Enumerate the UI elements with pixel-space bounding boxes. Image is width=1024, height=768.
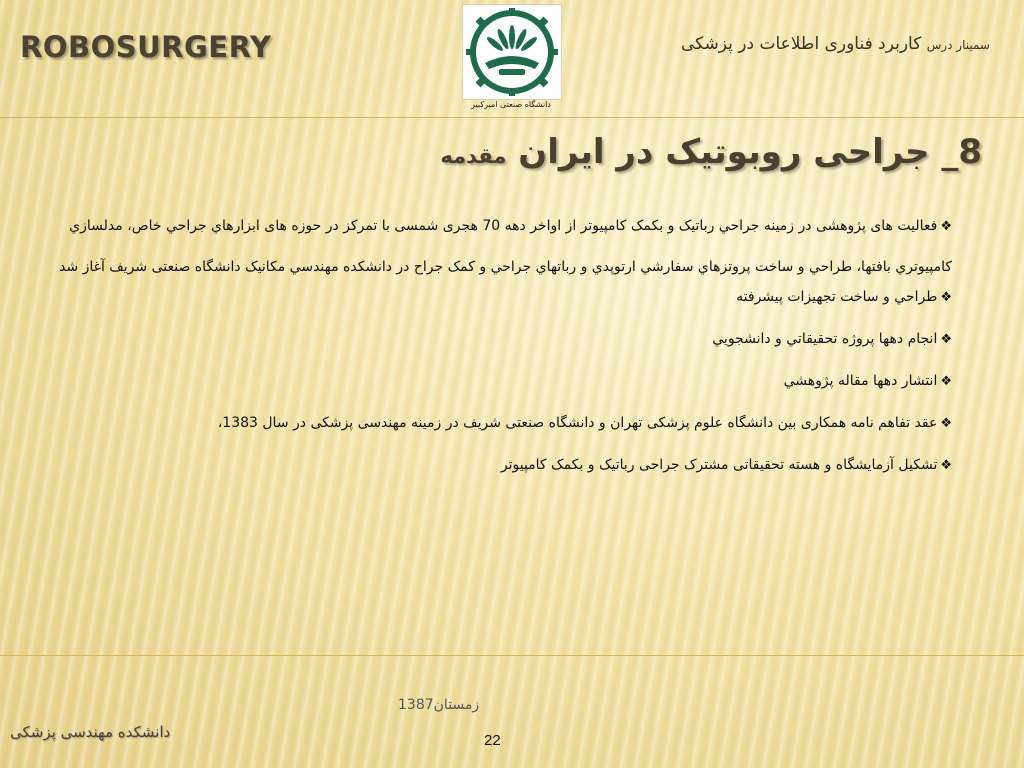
list-item — [47, 329, 952, 350]
heading-main: 8_ جراحی روبوتیک در ایران — [518, 132, 982, 172]
bullet-icon: ❖ — [940, 458, 952, 473]
slide-content — [47, 206, 952, 497]
page-heading — [440, 132, 982, 172]
seminar-course: کاربرد فناوری اطلاعات در پزشکی — [680, 34, 922, 54]
bullet-icon: ❖ — [940, 290, 952, 305]
intro-text: فعاليت های پژوهشی در زمینه جراحي رباتيک و بکمک کامپیوتر از اواخر دهه 70 هجری شمسی با تمرکز در حوزه های ابزارهاي جراحي خاص، مدلسازي کامپيوتري بافتها، طراحي و ساخت پروتزهاي سفارشي ارتوپدي و رباتهاي جراحي و کمک جراح در دانشکده مهندسي مکانيک دانشگاه صنعتی شریف آغاز شد — [59, 218, 952, 275]
footer-divider — [0, 655, 1024, 656]
page-number: 22 — [484, 732, 501, 749]
footer-faculty: دانشکده مهندسی پزشکی — [10, 723, 171, 741]
bullet-icon: ❖ — [940, 416, 952, 431]
slide-title: ROBOSURGERY — [20, 30, 272, 64]
intro-paragraph — [47, 206, 952, 287]
list-item — [47, 455, 952, 476]
list-item — [47, 287, 952, 308]
list-item — [47, 371, 952, 392]
list-item-text: طراحي و ساخت تجهيزات پيشرفته — [736, 289, 938, 305]
list-item-text: انجام دهها پروژه تحقيقاتي و دانشجويي — [712, 331, 938, 347]
logo-caption: دانشگاه صنعتی امیرکبیر — [471, 100, 551, 109]
university-logo — [462, 4, 562, 100]
bullet-icon: ❖ — [940, 374, 952, 389]
heading-sub: مقدمه — [440, 144, 507, 168]
list-item-text: عقد تفاهم نامه همکاری بین دانشگاه علوم پزشکی تهران و دانشگاه صنعتی شریف در زمینه مهندسی پزشکی در سال 1383، — [217, 415, 938, 431]
university-emblem-icon — [463, 5, 561, 99]
seminar-prefix: سمینار درس — [926, 38, 990, 52]
list-item-text: تشکیل آزمایشگاه و هسته تحقیقاتی مشترک جراحی رباتیک و بکمک کامپیوتر — [500, 457, 938, 473]
seminar-title — [681, 34, 990, 54]
bullet-icon: ❖ — [940, 332, 952, 347]
footer-season: زمستان1387 — [398, 697, 480, 713]
list-item — [47, 413, 952, 434]
list-item-text: انتشار دهها مقاله پژوهشي — [783, 373, 938, 389]
bullet-icon: ❖ — [940, 219, 952, 234]
header-divider — [0, 117, 1024, 118]
